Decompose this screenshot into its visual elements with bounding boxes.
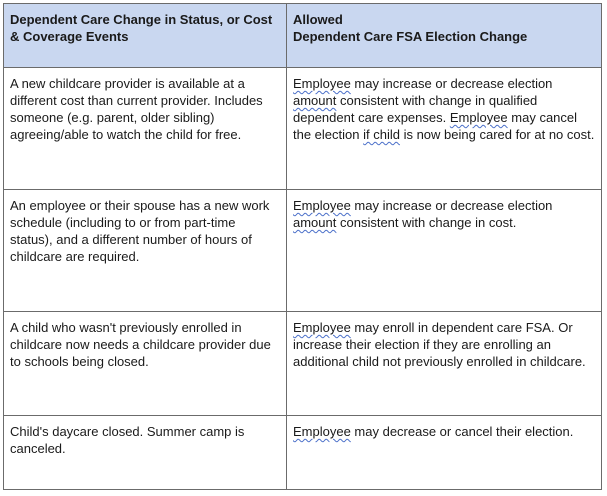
table-header-row bbox=[4, 4, 602, 68]
event-cell bbox=[4, 190, 287, 312]
dependent-care-fsa-table bbox=[3, 3, 602, 490]
header-event-column bbox=[4, 4, 287, 68]
spellcheck-word: Employee bbox=[449, 110, 508, 125]
header-change-label-line1: Allowed bbox=[293, 12, 343, 27]
table-row bbox=[4, 68, 602, 190]
event-cell bbox=[4, 416, 287, 490]
event-cell bbox=[4, 68, 287, 190]
spellcheck-word: Employee bbox=[293, 320, 351, 335]
change-text: may decrease or cancel their election. bbox=[350, 424, 574, 439]
spellcheck-word: Employee bbox=[293, 424, 351, 439]
spellcheck-word: amount bbox=[293, 93, 337, 108]
event-text: A child who wasn't previously enrolled in childcare now needs a childcare provider due to schools being closed. bbox=[10, 320, 271, 369]
event-text: A new childcare provider is available at a different cost than current provider. Includes someone (e.g. parent, older sibling) agreeing/able to watch the child for free. bbox=[10, 76, 263, 142]
change-text: may enroll in dependent care FSA. Or increase their election if they are enrolling an additional child not previously enrolled in childcare. bbox=[293, 320, 586, 369]
header-change-label-line2: Dependent Care FSA Election Change bbox=[293, 29, 528, 44]
change-text: may increase or decrease election bbox=[350, 198, 553, 213]
table-row bbox=[4, 312, 602, 416]
change-text: consistent with change in cost. bbox=[336, 215, 517, 230]
event-text: Child's daycare closed. Summer camp is canceled. bbox=[10, 424, 245, 456]
spellcheck-word: Employee bbox=[293, 198, 351, 213]
change-text: may cancel the election bbox=[293, 110, 578, 142]
header-change-column bbox=[287, 4, 602, 68]
header-event-label: Dependent Care Change in Status, or Cost & Coverage Events bbox=[10, 12, 273, 44]
event-cell bbox=[4, 312, 287, 416]
change-cell bbox=[287, 416, 602, 490]
spellcheck-word: if child bbox=[363, 127, 400, 142]
change-text: is now being cared for at no cost. bbox=[399, 127, 595, 142]
change-text: may increase or decrease election bbox=[350, 76, 553, 91]
spellcheck-word: amount bbox=[293, 215, 337, 230]
change-cell bbox=[287, 312, 602, 416]
spellcheck-word: Employee bbox=[293, 76, 351, 91]
table-row bbox=[4, 190, 602, 312]
event-text: An employee or their spouse has a new work schedule (including to or from part-time status), and a different number of hours of childcare are required. bbox=[10, 198, 270, 264]
change-text: consistent with change in qualified dependent care expenses. bbox=[293, 93, 538, 125]
change-cell bbox=[287, 190, 602, 312]
change-cell bbox=[287, 68, 602, 190]
table-row bbox=[4, 416, 602, 490]
